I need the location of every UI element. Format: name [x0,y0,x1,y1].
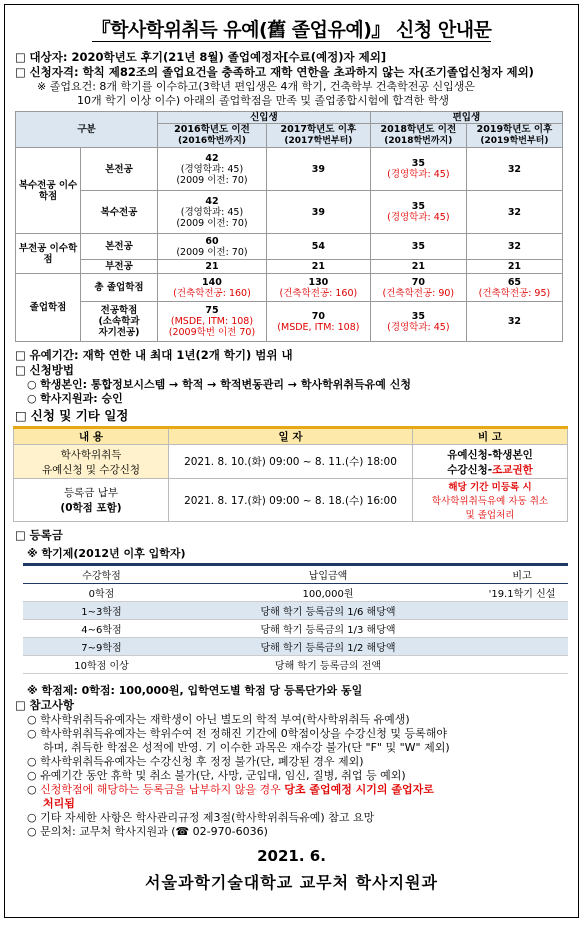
issuing-office: 서울과학기술대학교 교무처 학사지원과 [145,873,438,892]
notes-section: ※ 학점제: 0학점: 100,000원, 입학연도별 학점 당 등록단가와 동일 □ 참고사항 ○ 학사학위취득유예자는 재학생이 아닌 별도의 학적 부여(학사학위취득 유예생) ○ 학사학위취득유예자는 학위수여 전 정해진 기간에 0학점이상을 수강신청 및 등록해야 하며, 취득한 학점은 성적에 반영. 기 이수한 과목은 재수강 불가(단 "F" 및 "W" 제외) ○ 학사학위취득유예자는 수강신청 후 정정 불가(단, 폐강된 경우 제외) ○ 유예기간 동안 휴학 및 취소 불가(단, 사망, 군입대, 임신, 질병, 취업 등 예외) ○ 신청학점에 해당하는 등록금을 납부하지 않을 경우 당초 졸업예정 시기의 졸업자로 처리됨 ○ 기타 자세한 사항은 학사관리규정 제3절(학사학위취득유예) 참고 요망 ○ 문의처: 교무처 학사지원과 (☎ 02-970-6036) [15,684,450,838]
notice-page [4,4,579,918]
period-section: □ 유예기간: 재학 연한 내 최대 1년(2개 학기) 범위 내 □ 신청방법 ○ 학생본인: 통합정보시스템 → 학적 → 학적변동관리 → 학사학위취득유예 신청 ○ 학사지원과: 승인 □ 신청 및 기타 일정 [15,348,411,423]
tuition-section: □ 등록금 ※ 학기제(2012년 이후 입학자) [15,528,186,560]
table-row: 1~3학점 당해 학기 등록금의 1/6 해당액 [23,602,568,620]
eligibility-section: □ 대상자: 2020학년도 후기(21년 8월) 졸업예정자[수료(예정)자 제외] □ 신청자격: 학칙 제82조의 졸업요건을 충족하고 재학 연한을 초과하지 않는 자(조기졸업신청자 제외) ※ 졸업요건: 8개 학기를 이수하고(3학년 편입생은 4개 학기, 건축학부 건축학전공 신입생은 10개 학기 이상 이수) 아래의 졸업학점을 만족 및 졸업종합시험에 합격한 학생 [15,50,534,107]
table-row: 7~9학점 당해 학기 등록금의 1/2 해당액 [23,638,568,656]
graduation-credits-table: 구분 신입생 편입생 2016학년도 이전 (2016학번까지) 2017학년도 이후 (2017학번부터) 2018학년도 이전 (2018학번까지) 2019학년도 이후 (2019학번부터) 복수전공 이수학점 본전공 42 (경영학과: 45) (2009 이전: 70) 39 35 (경영학과: 45) 32 복수전공 42 (경영학과: 45) (2009 이전: 70) 39 35 (경영학과: 45) 32 부전공 이수학점 본전공 60 (2009 이전: 70) 54 35 32 부전공 21 21 21 21 졸업학점 총 졸업학점 140 (건축학전공: 160) 130 (건축학전공: 160) 70 (건축학전공: 90) 65 (건축학전공: 95) 전공학점 (소속학과 자기전공) 75 (MSDE, ITM: 108) (2009학번 이전 70) 70 (MSDE, ITM: 108) 35 (경영학과: 45) 32 [15,111,563,342]
schedule-table: 내 용 일 자 비 고 학사학위취득 유예신청 및 수강신청 2021. 8. 10.(화) 09:00 ~ 8. 11.(수) 18:00 유예신청-학생본인 수강신청-조교권한 등록금 납부 (0학점 포함) 2021. 8. 17.(화) 09:00 ~ 8. 18.(수) 16:00 해당 기간 미등록 시 학사학위취득유예 자동 취소 및 졸업처리 [13,426,568,522]
page-title: 『학사학위취득 유예(舊 졸업유예)』 신청 안내문 [91,19,492,41]
table-row: 0학점 100,000원 '19.1학기 신설 [23,584,568,602]
table-row: 4~6학점 당해 학기 등록금의 1/3 해당액 [23,620,568,638]
table-row: 10학점 이상 당해 학기 등록금의 전액 [23,656,568,674]
issue-date: 2021. 6. [257,847,326,865]
semester-fee-table: 수강학점 납입금액 비고 0학점 100,000원 '19.1학기 신설 1~3학점 당해 학기 등록금의 1/6 해당액 4~6학점 당해 학기 등록금의 1/3 해당액 7~9학점 당해 학기 등록금의 1/2 해당액 10학점 이상 당해 학기 등록금의 전액 [23,563,568,674]
